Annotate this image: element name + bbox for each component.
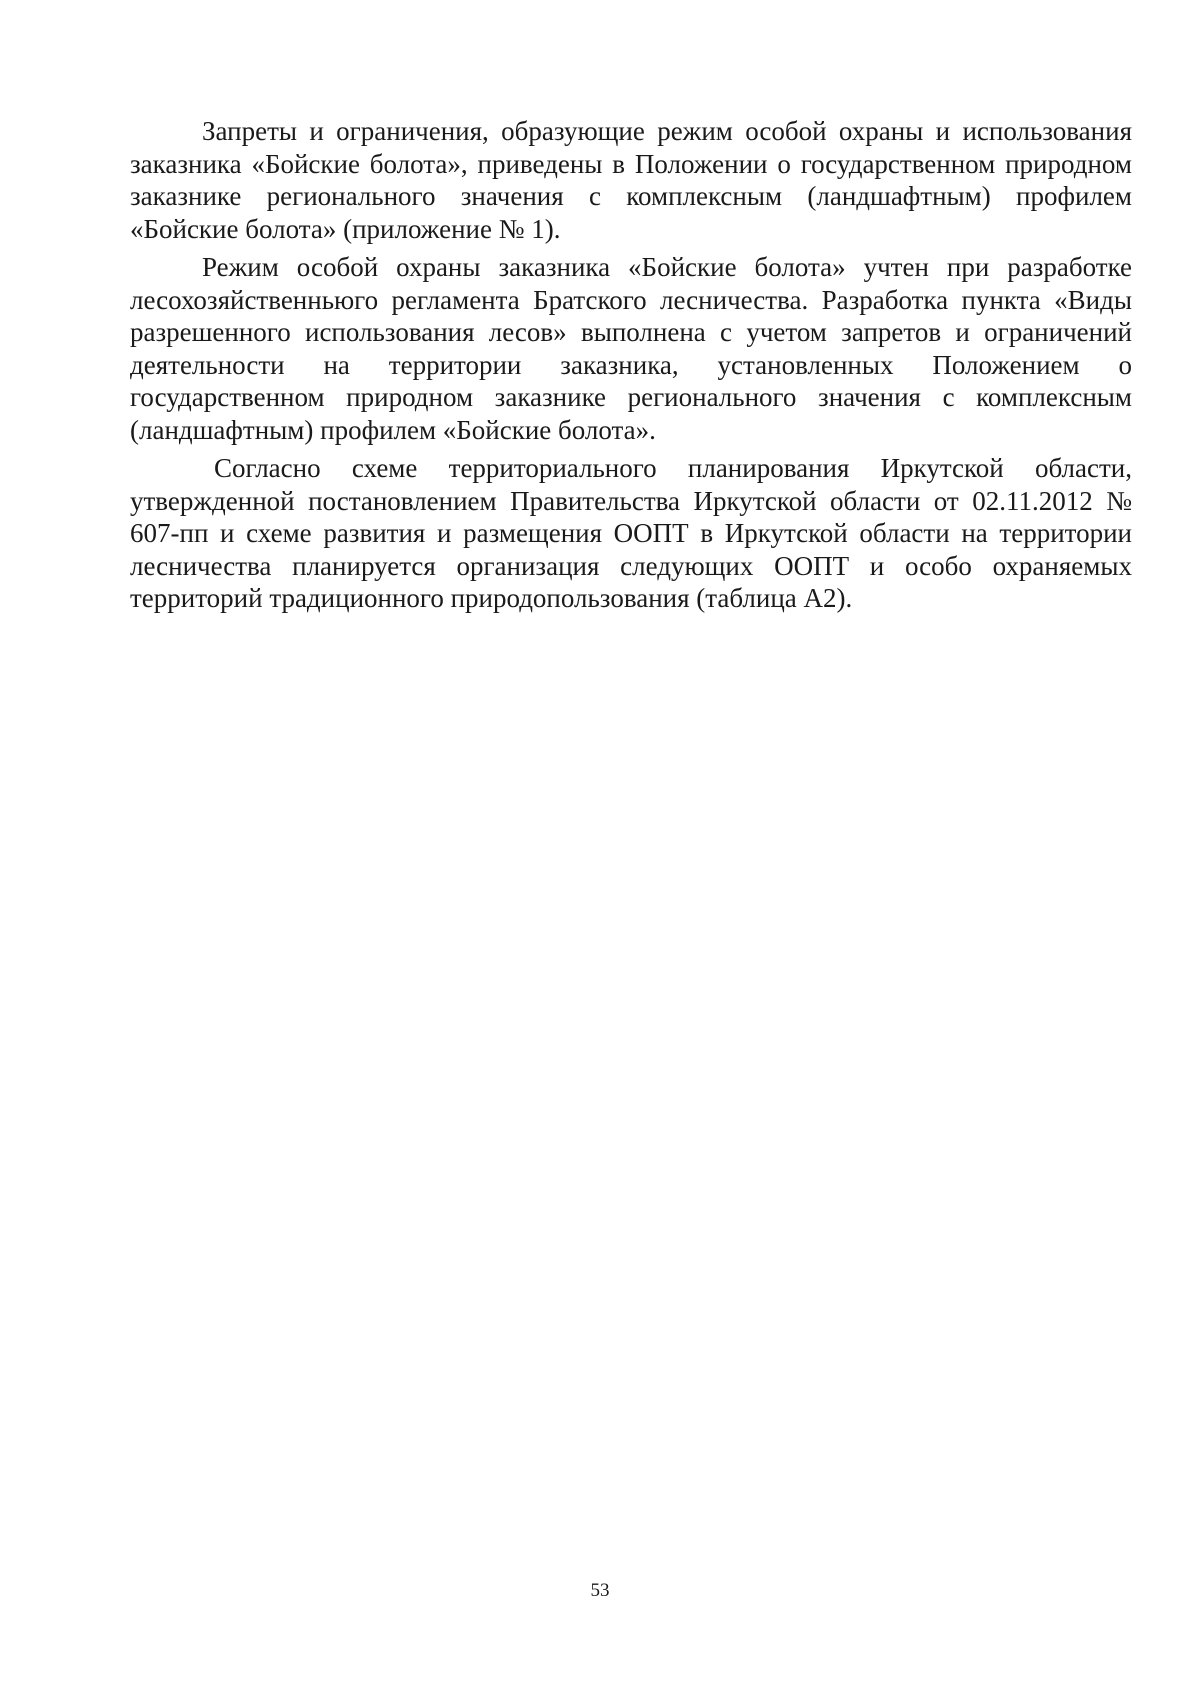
paragraph-2: Режим особой охраны заказника «Бойские болота» учтен при разработке лесохозяйственньюго регламента Братского лесничества. Разработка пункта «Виды разрешенного использования лесов» выполнена с учетом запретов и ограничений деятельности на территории заказника, установленных Положением о государственном природном заказнике регионального значения с комплексным (ландшафтным) профилем «Бойские болота». [130, 252, 1132, 445]
document-body [130, 115, 1132, 621]
paragraph-1: Запреты и ограничения, образующие режим особой охраны и использования заказника «Бойские болота», приведены в Положении о государственном природном заказнике регионального значения с комплексным (ландшафтным) профилем «Бойские болота» (приложение № 1). [130, 116, 1132, 244]
paragraph-3: Согласно схеме территориального планирования Иркутской области, утвержденной постановлением Правительства Иркутской области от 02.11.2012 № 607-пп и схеме развития и размещения ООПТ в Иркутской области на территории лесничества планируется организация следующих ООПТ и особо охраняемых территорий традиционного природопользования (таблица А2). [130, 453, 1132, 613]
page-number: 53 [590, 1580, 610, 1601]
